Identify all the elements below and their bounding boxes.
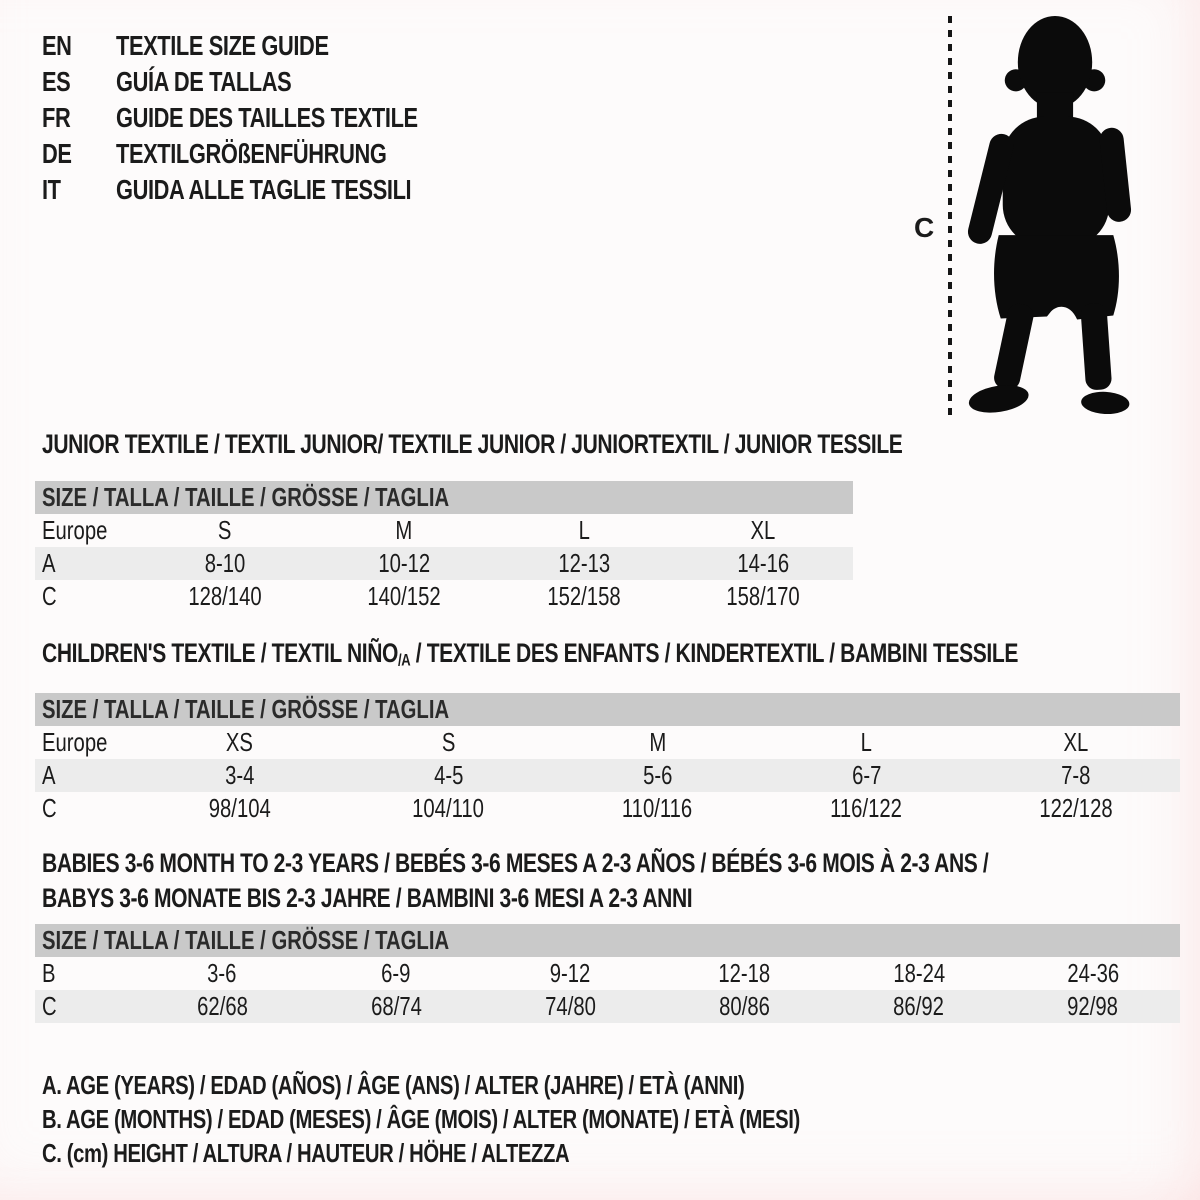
size-value: L [578,515,590,545]
measurement-legend [42,1068,1014,1170]
height-value: 152/158 [547,581,621,611]
children-section-title: CHILDREN'S TEXTILE / TEXTIL NIÑO/A / TEXTILE DES ENFANTS / KINDERTEXTIL / BAMBINI TESSILE [42,638,1018,670]
height-value: 86/92 [893,991,945,1021]
age-months-value: 3-6 [207,958,237,988]
height-value: 104/110 [412,792,485,823]
age-value: 3-4 [224,759,255,790]
age-months-value: 6-9 [381,958,411,988]
height-value: 62/68 [196,991,248,1021]
junior-age-row [35,547,853,580]
height-value: 110/116 [622,792,693,823]
row-label: B [42,958,56,988]
height-value: 122/128 [1038,792,1113,823]
junior-europe-row [35,514,853,547]
language-row-de [42,136,503,172]
junior-textile-section [35,429,903,613]
junior-section-title: JUNIOR TEXTILE / TEXTIL JUNIOR/ TEXTILE JUNIOR / JUNIORTEXTIL / JUNIOR TESSILE [42,429,903,459]
row-label: C [42,581,57,611]
language-code: FR [42,102,71,133]
children-age-row [35,759,1180,792]
row-label: C [42,991,57,1021]
size-value: XL [1063,726,1088,757]
size-header-bar: SIZE / TALLA / TAILLE / GRÖSSE / TAGLIA [35,693,1180,726]
age-months-value: 12-18 [718,958,771,988]
junior-size-table [35,481,853,613]
height-value: 116/122 [830,792,903,823]
legend-age-years: A. AGE (YEARS) / EDAD (AÑOS) / ÂGE (ANS) / ALTER (JAHRE) / ETÀ (ANNI) [42,1069,745,1100]
size-value: L [860,726,873,757]
row-label: C [42,792,57,823]
babies-height-row [35,990,1180,1023]
age-value: 5-6 [642,759,673,790]
height-value: 128/140 [188,581,262,611]
language-code: ES [42,66,71,97]
size-header-bar: SIZE / TALLA / TAILLE / GRÖSSE / TAGLIA [35,924,1180,957]
language-row-it [42,172,503,208]
junior-height-row [35,580,853,613]
children-size-table [35,693,1180,825]
height-value: 158/170 [726,581,800,611]
language-code: IT [42,174,61,205]
size-value: XL [750,515,776,545]
babies-size-table [35,924,1180,1023]
babies-section-title-line1: BABIES 3-6 MONTH TO 2-3 YEARS / BEBÉS 3-6 MESES A 2-3 AÑOS / BÉBÉS 3-6 MOIS À 2-3 ANS / [42,848,989,878]
legend-height-cm: C. (cm) HEIGHT / ALTURA / HAUTEUR / HÖHE / ALTEZZA [42,1137,570,1168]
children-europe-row [35,726,1180,759]
babies-textile-section [35,846,1180,1023]
guide-title-fr: GUIDE DES TAILLES TEXTILE [116,102,418,133]
height-dashed-line [948,16,952,416]
language-row-es [42,64,503,100]
age-value: 7-8 [1060,759,1091,790]
size-header-bar: SIZE / TALLA / TAILLE / GRÖSSE / TAGLIA [35,481,853,514]
language-code: EN [42,30,72,61]
language-row-fr [42,100,503,136]
guide-title-de: TEXTILGRÖßENFÜHRUNG [116,138,387,169]
height-measure-label: C [914,212,935,243]
age-value: 6-7 [851,759,882,790]
size-value: S [441,726,456,757]
age-months-value: 24-36 [1067,958,1119,988]
row-label: Europe [42,515,108,545]
height-value: 92/98 [1067,991,1119,1021]
age-value: 12-13 [557,548,610,578]
language-title-list [42,28,503,208]
language-code: DE [42,138,72,169]
children-height-row [35,792,1180,825]
height-value: 140/152 [367,581,441,611]
height-value: 68/74 [370,991,422,1021]
size-value: S [217,515,232,545]
row-label: A [42,548,56,578]
height-value: 74/80 [545,991,596,1021]
age-value: 10-12 [378,548,431,578]
size-value: XS [225,726,254,757]
height-value: 80/86 [719,991,770,1021]
row-label: Europe [42,726,108,757]
guide-title-es: GUÍA DE TALLAS [116,66,292,97]
size-value: M [395,515,413,545]
babies-section-title-line2: BABYS 3-6 MONATE BIS 2-3 JAHRE / BAMBINI 3-6 MESI A 2-3 ANNI [42,883,693,913]
age-months-value: 9-12 [550,958,591,988]
guide-title-en: TEXTILE SIZE GUIDE [116,30,329,61]
age-months-value: 18-24 [892,958,945,988]
age-value: 14-16 [737,548,790,578]
children-textile-section [35,640,1180,825]
row-label: A [42,759,56,790]
toddler-silhouette-icon [964,14,1144,418]
height-value: 98/104 [208,792,271,823]
babies-age-row [35,957,1180,990]
legend-age-months: B. AGE (MONTHS) / EDAD (MESES) / ÂGE (MOIS) / ALTER (MONATE) / ETÀ (MESI) [42,1103,800,1134]
guide-title-it: GUIDA ALLE TAGLIE TESSILI [116,174,412,205]
size-value: M [649,726,666,757]
age-value: 8-10 [204,548,246,578]
age-value: 4-5 [433,759,464,790]
language-row-en [42,28,503,64]
